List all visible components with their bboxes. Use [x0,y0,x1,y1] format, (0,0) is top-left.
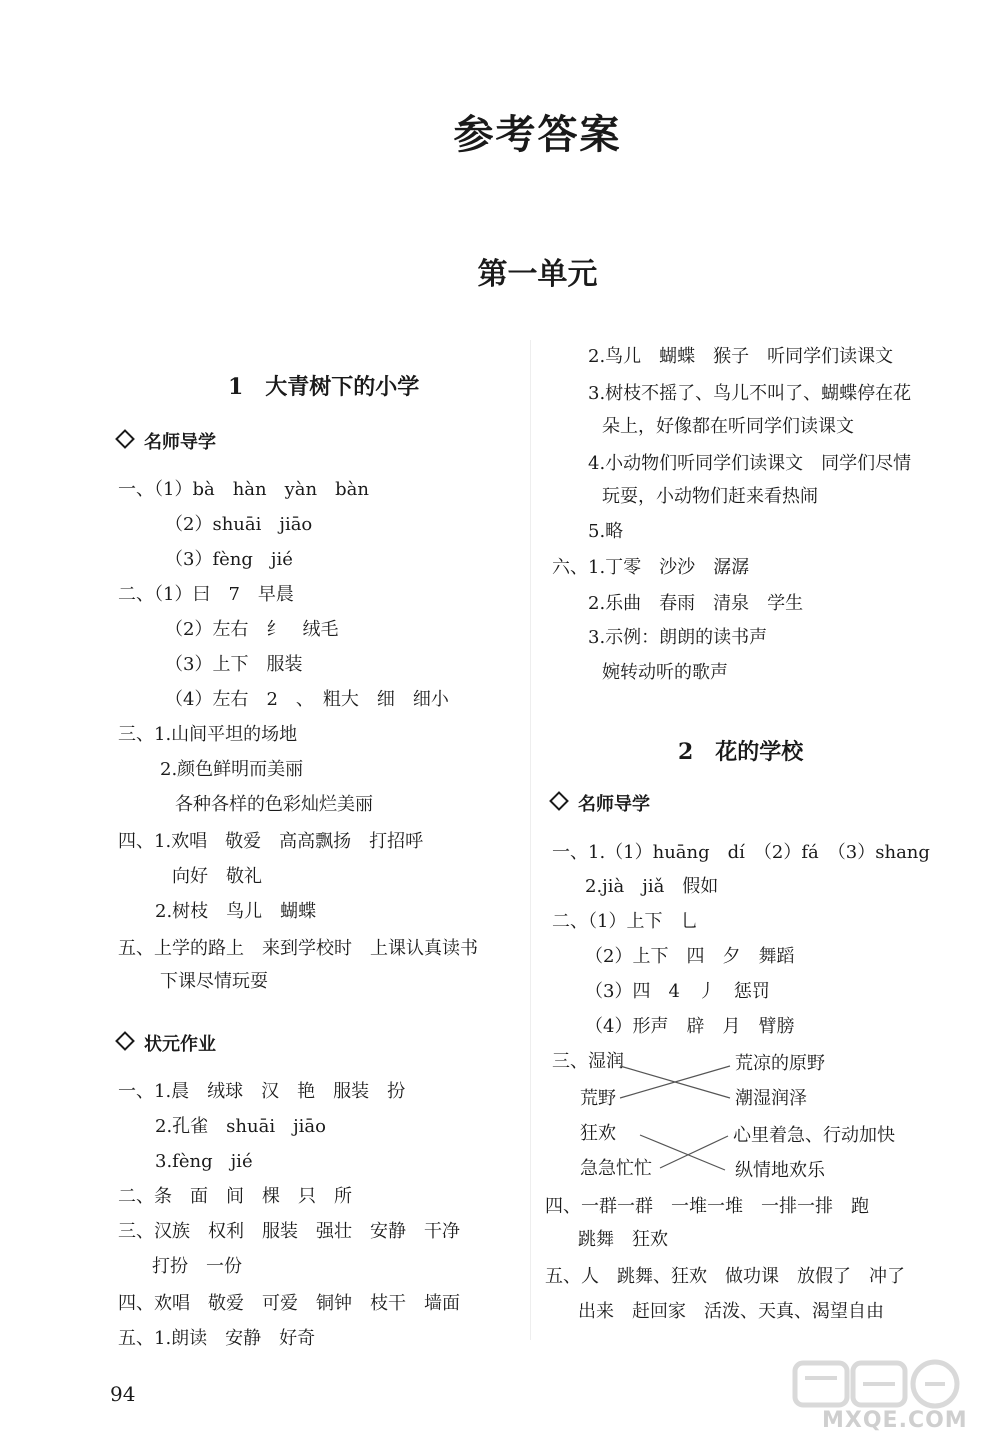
answer-line: 五、人 跳舞、狂欢 做功课 放假了 冲了 [545,1266,905,1287]
answer-line: 六、1.丁零 沙沙 潺潺 [552,557,750,578]
answer-line: 四、1.欢唱 敬爱 高高飘扬 打招呼 [118,831,424,852]
answer-line: 五、上学的路上 来到学校时 上课认真读书 [118,938,478,959]
answer-line: 四、欢唱 敬爱 可爱 铜钟 枝干 墙面 [118,1293,460,1314]
diamond-icon [115,1031,135,1051]
watermark-text: MXQE.COM [822,1408,968,1433]
answer-line: 向好 敬礼 [172,866,262,887]
answer-line: （2）shuāi jiāo [165,514,313,535]
section-heading [118,428,216,454]
answer-line: （3）上下 服装 [165,654,303,675]
match-left-item: 三、湿润 [552,1051,624,1072]
answer-line: （4）左右 2 、 粗大 细 细小 [165,689,449,710]
answer-line: 玩耍，小动物们赶来看热闹 [602,486,818,507]
answer-line: 一、（1）bà hàn yàn bàn [118,479,369,500]
answer-line: （3）fèng jié [165,549,293,570]
answer-line: 3.示例：朗朗的读书声 [588,627,768,648]
match-right-item: 荒凉的原野 [735,1053,825,1074]
section-heading [118,1030,216,1056]
answer-line: （3）四 4 丿 惩罚 [585,981,770,1002]
section-heading [552,790,650,816]
unit-title: 第一单元 [477,257,598,292]
lesson-1-title: 1 大青树下的小学 [228,374,420,400]
answer-line: （2）左右 纟 绒毛 [165,619,339,640]
page-title: 参考答案 [453,111,622,158]
page-number: 94 [110,1382,136,1406]
answer-line: 4.小动物们听同学们读课文 同学们尽情 [588,453,912,474]
answer-line: 五、1.朗读 安静 好奇 [118,1328,316,1349]
answer-line: 2.颜色鲜明而美丽 [160,759,304,780]
match-right-item: 心里着急、行动加快 [733,1125,895,1146]
answer-line: 3.树枝不摇了、鸟儿不叫了、蝴蝶停在花 [588,383,912,404]
answer-line: 四、一群一群 一堆一堆 一排一排 跑 [545,1196,869,1217]
diamond-icon [115,429,135,449]
answer-line: 出来 赶回家 活泼、天真、渴望自由 [578,1301,884,1322]
answer-line: 2.鸟儿 蝴蝶 猴子 听同学们读课文 [588,346,894,367]
answer-line: （4）形声 辟 月 臂膀 [585,1016,795,1037]
answer-line: 三、1.山间平坦的场地 [118,724,298,745]
answer-line: 婉转动听的歌声 [602,662,728,683]
answer-line: 5.略 [588,521,624,542]
answer-line: 一、1.（1）huāng dí （2）fá （3）shang [552,842,930,863]
section-label: 名师导学 [578,794,650,815]
lesson-2-title: 2 花的学校 [678,739,804,765]
diamond-icon [549,791,569,811]
column-divider [530,340,531,1340]
matching-lines [600,1060,740,1180]
answer-line: 2.树枝 鸟儿 蝴蝶 [155,901,317,922]
answer-line: 各种各样的色彩灿烂美丽 [175,794,373,815]
answer-line: 一、1.晨 绒球 汉 艳 服装 扮 [118,1081,406,1102]
answer-line: 二、（1）曰 7 早晨 [118,584,294,605]
match-line [640,1135,725,1170]
match-left-item: 荒野 [580,1088,616,1109]
section-label: 名师导学 [144,432,216,453]
answer-line: 朵上，好像都在听同学们读课文 [602,416,854,437]
match-line [660,1136,728,1168]
answer-line: 2.孔雀 shuāi jiāo [155,1116,326,1137]
answer-line: 下课尽情玩耍 [160,971,268,992]
match-left-item: 狂欢 [580,1123,616,1144]
answer-line: 2.乐曲 春雨 清泉 学生 [588,593,804,614]
section-label: 状元作业 [144,1034,216,1055]
answer-line: 二、条 面 间 棵 只 所 [118,1186,352,1207]
answer-line: 跳舞 狂欢 [578,1229,668,1250]
match-right-item: 纵情地欢乐 [735,1160,825,1181]
answer-line: 二、（1）上下 乚 [552,911,699,932]
answer-line: 打扮 一份 [152,1256,242,1277]
answer-line: 三、汉族 权利 服装 强壮 安静 干净 [118,1221,460,1242]
match-right-item: 潮湿润泽 [735,1088,807,1109]
answer-line: 3.fèng jié [155,1151,253,1172]
answer-line: 2.jià jiǎ 假如 [585,876,719,897]
match-left-item: 急急忙忙 [580,1158,652,1179]
answer-line: （2）上下 四 夕 舞蹈 [585,946,795,967]
